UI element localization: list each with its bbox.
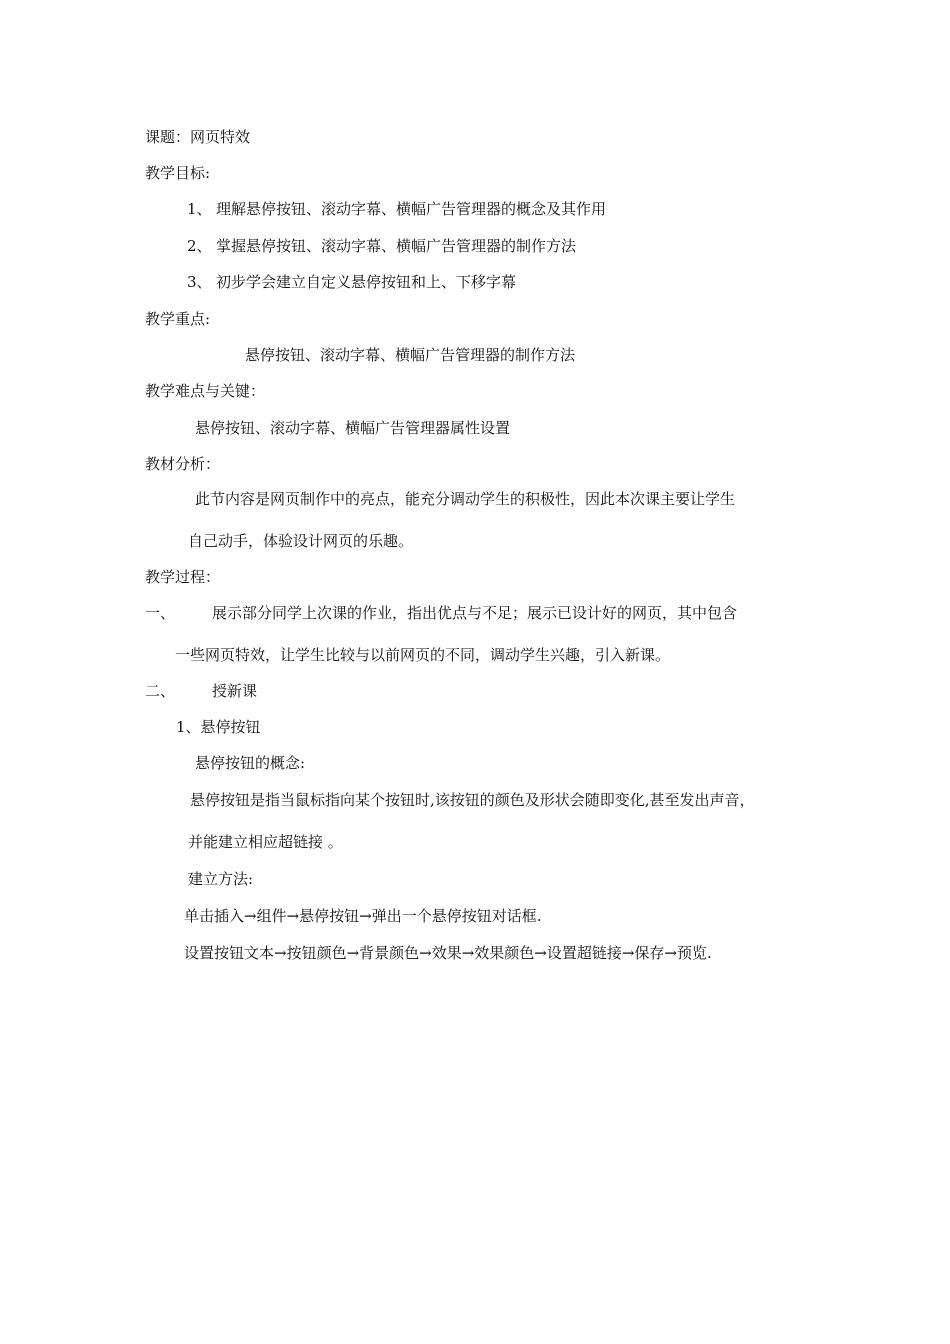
- analysis-paragraph-line-1: 此节内容是网页制作中的亮点，能充分调动学生的积极性，因此本次课主要让学生: [195, 490, 736, 508]
- analysis-heading: 教材分析：: [145, 455, 221, 473]
- concept-line-1: 悬停按钮是指当鼠标指向某个按钮时,该按钮的颜色及形状会随即变化,甚至发出声音，: [190, 791, 755, 809]
- analysis-paragraph-line-2: 自己动手，体验设计网页的乐趣。: [188, 532, 414, 550]
- subsection-title: 1、悬停按钮: [176, 718, 261, 736]
- concept-line-2: 并能建立相应超链接 。: [188, 833, 343, 851]
- key-points-heading: 教学重点:: [145, 310, 211, 328]
- step-2-text: 授新课: [212, 682, 258, 700]
- step-2-number: 二、: [145, 682, 176, 700]
- process-heading: 教学过程：: [145, 568, 221, 586]
- key-points-text: 悬停按钮、滚动字幕、横幅广告管理器的制作方法: [245, 346, 576, 364]
- method-line-2: 设置按钮文本→按钮颜色→背景颜色→效果→效果颜色→设置超链接→保存→预览.: [184, 944, 712, 962]
- difficulty-text: 悬停按钮、滚动字幕、横幅广告管理器属性设置: [195, 419, 511, 437]
- concept-heading: 悬停按钮的概念:: [195, 754, 306, 772]
- goal-text: 初步学会建立自定义悬停按钮和上、下移字幕: [216, 273, 517, 291]
- lesson-title: 课题：网页特效: [145, 128, 251, 146]
- step-1-number: 一、: [145, 604, 176, 622]
- goal-item-3: [187, 272, 516, 292]
- step-1-line-2: 一些网页特效，让学生比较与以前网页的不同，调动学生兴趣，引入新课。: [175, 646, 671, 664]
- goal-number: 1、: [187, 200, 212, 218]
- difficulty-heading: 教学难点与关键：: [145, 382, 266, 400]
- method-line-1: 单击插入→组件→悬停按钮→弹出一个悬停按钮对话框.: [184, 907, 542, 925]
- goal-item-2: [187, 236, 576, 256]
- goal-text: 掌握悬停按钮、滚动字幕、横幅广告管理器的制作方法: [216, 237, 577, 255]
- goal-item-1: [187, 199, 606, 219]
- goal-number: 2、: [187, 237, 212, 255]
- goal-number: 3、: [187, 273, 212, 291]
- goal-text: 理解悬停按钮、滚动字幕、横幅广告管理器的概念及其作用: [216, 200, 607, 218]
- step-1-line-1: 展示部分同学上次课的作业，指出优点与不足；展示已设计好的网页，其中包含: [212, 604, 738, 622]
- method-heading: 建立方法:: [188, 870, 254, 888]
- goals-heading: 教学目标:: [145, 164, 211, 182]
